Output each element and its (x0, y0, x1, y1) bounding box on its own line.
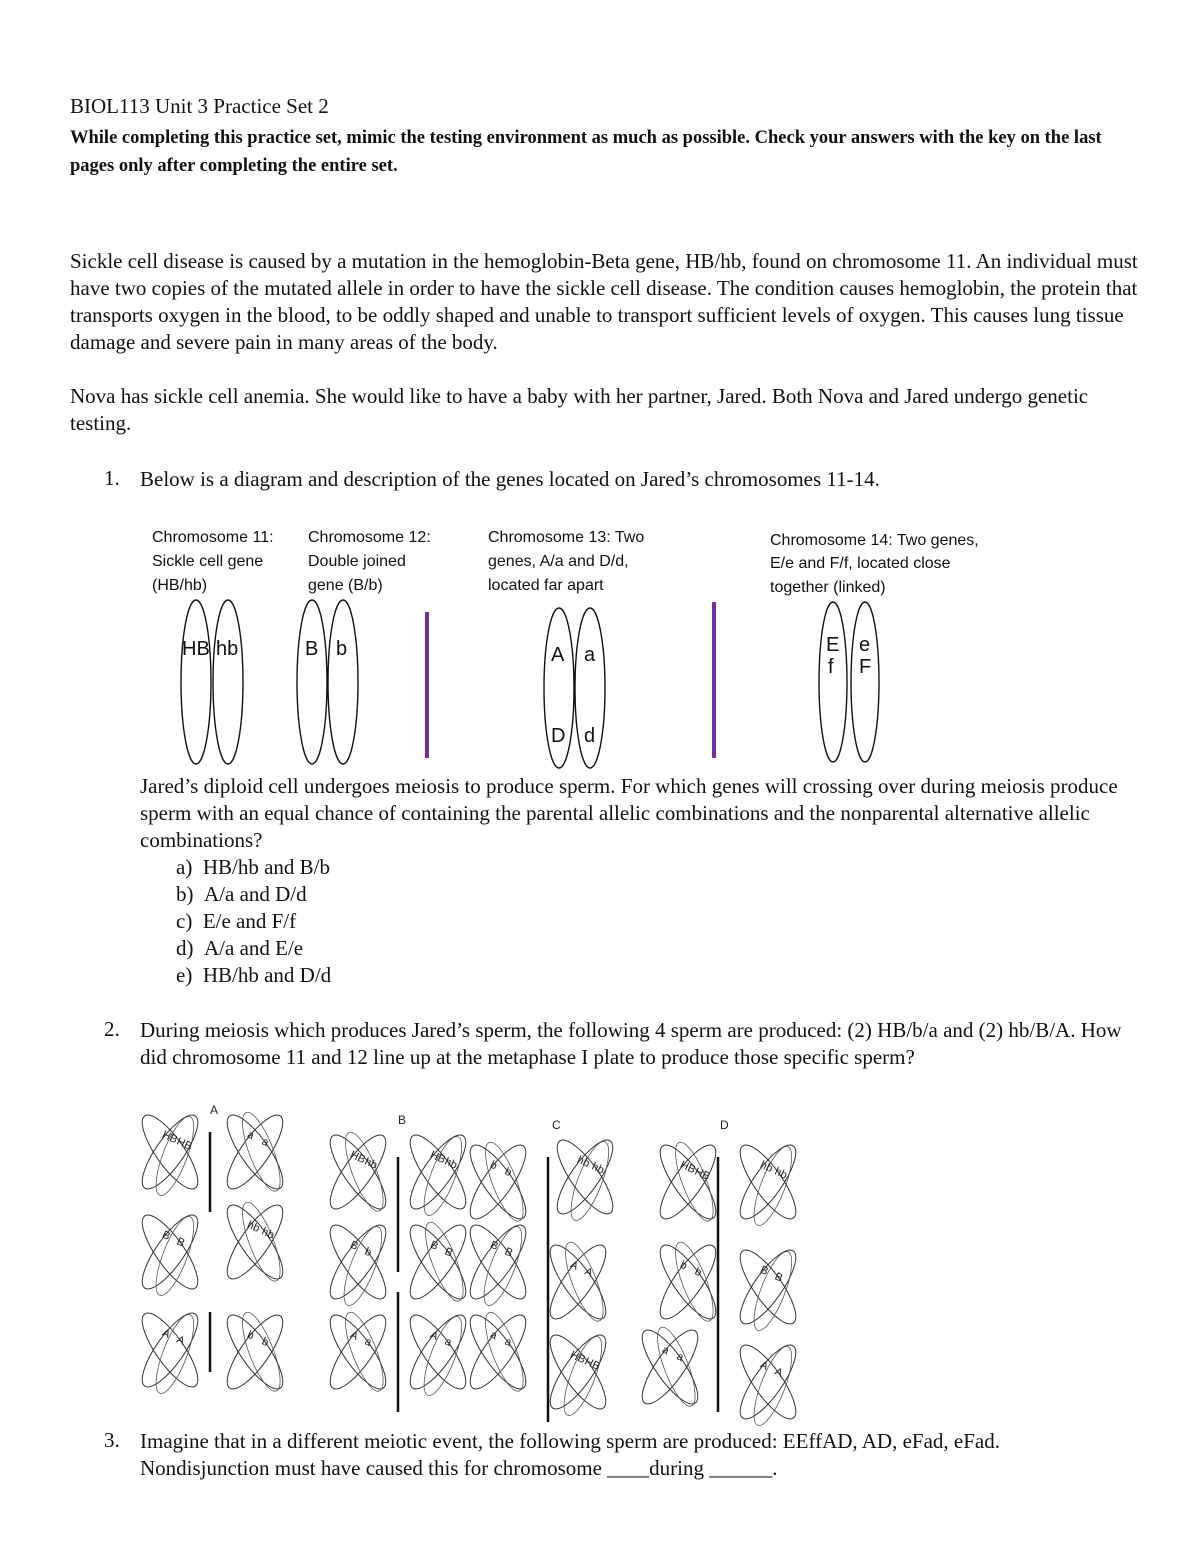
chromosome-pair-sketch (633, 1323, 706, 1411)
chr11-chromatid-right (213, 600, 243, 764)
sketch-allele-label: b (488, 1158, 499, 1173)
sketch-allele-label: HB (568, 1348, 588, 1367)
chromatid-sketch (321, 1218, 394, 1306)
chromatid-sketch (401, 1218, 474, 1306)
chr12-allele-right: b (336, 638, 348, 660)
sketch-allele-label: B (174, 1235, 187, 1250)
chr12-chromatid-left (297, 600, 327, 764)
sketch-allele-label: b (692, 1265, 704, 1280)
intro-paragraph-2: Nova has sickle cell anemia. She would like to have a baby with her partner, Jared. Both Nova and Jared undergo genetic testing. (70, 384, 1089, 435)
chromatid-sketch (418, 1218, 471, 1305)
sketch-allele-label: A (758, 1358, 770, 1373)
chr13-label-line3: located far apart (488, 577, 604, 594)
option-letter: c) (176, 909, 193, 933)
q1-option-a[interactable] (176, 854, 331, 881)
chromosome-pair-sketch (401, 1218, 474, 1306)
chromosome-pair-sketch (541, 1238, 614, 1326)
sketch-allele-label: a (660, 1343, 671, 1358)
chromatid-sketch (218, 1108, 291, 1196)
chromatid-sketch (558, 1238, 611, 1325)
chromatid-sketch (461, 1308, 534, 1396)
chromatid-sketch (731, 1338, 804, 1426)
chr14-group (770, 532, 979, 762)
sketch-allele-label: a (502, 1335, 514, 1350)
sketch-allele-label: A (568, 1258, 580, 1273)
sketch-allele-label: A (772, 1365, 785, 1380)
option-text: A/a and E/e (204, 936, 304, 960)
sketch-allele-label: b (678, 1258, 689, 1273)
chromosome-pair-sketch (140, 1208, 207, 1300)
chromatid-sketch (731, 1243, 804, 1331)
panel-letter-c[interactable]: C (552, 1118, 561, 1132)
chromatid-sketch (541, 1328, 614, 1416)
option-letter: d) (176, 936, 194, 960)
panel-letter-a[interactable]: A (210, 1103, 219, 1117)
chromatid-sketch (401, 1308, 474, 1396)
chromosome-pair-sketch (218, 1198, 291, 1286)
sketch-allele-label: hb (772, 1165, 789, 1182)
chromatid-sketch (140, 1108, 207, 1196)
q2-number: 2. (104, 1017, 120, 1041)
panel-letter-b[interactable]: B (398, 1113, 407, 1127)
chromatid-sketch (548, 1133, 621, 1221)
chromatid-sketch (731, 1338, 804, 1426)
sketch-allele-label: b (245, 1328, 256, 1343)
option-letter: b) (176, 882, 194, 906)
chromatid-sketch (338, 1128, 391, 1215)
sketch-allele-label: B (442, 1245, 455, 1260)
chromatid-sketch (650, 1323, 703, 1410)
chr14-label-line3: together (linked) (770, 579, 886, 596)
sketch-allele-label: HB (582, 1355, 602, 1373)
chr13-label-line1: Chromosome 13: Two (488, 529, 645, 546)
chromatid-sketch (461, 1138, 534, 1226)
chr12-label-line1: Chromosome 12: (308, 529, 431, 546)
sketch-allele-label: B (488, 1238, 500, 1253)
chromatid-sketch (140, 1306, 207, 1394)
chromosome-pair-sketch (321, 1128, 394, 1216)
chromatid-sketch (140, 1306, 207, 1394)
sketch-allele-label: B (160, 1228, 172, 1243)
chromosome-pair-sketch (731, 1338, 804, 1427)
sketch-allele-label: hb (758, 1158, 775, 1175)
q3-line2: Nondisjunction must have caused this for chromosome ____during ______. (140, 1456, 778, 1480)
q2-question: During meiosis which produces Jared’s sperm, the following 4 sperm are produced: (2) HB/b/a and (2) hb/B/A. How did chromosome 11 and 12 line up at the metaphase I plate to produce those specific sperm? (140, 1018, 1122, 1069)
chromosome-pair-sketch (731, 1243, 804, 1335)
chr13-allele-bottom-right: d (584, 725, 596, 747)
chr14-allele-top-left: E (826, 634, 840, 656)
sketch-allele-label: A (428, 1328, 440, 1343)
chromatid-sketch (478, 1138, 531, 1225)
sketch-allele-label: HB (678, 1158, 698, 1177)
chromatid-sketch (651, 1238, 724, 1326)
chromatid-sketch (633, 1323, 706, 1411)
sketch-allele-label: HB (160, 1128, 180, 1147)
chromatid-sketch (401, 1308, 474, 1396)
sketch-allele-label: hb (442, 1155, 459, 1172)
chromatid-sketch (731, 1243, 804, 1331)
q1-prompt: Below is a diagram and description of the genes located on Jared’s chromosomes 11-14. (140, 467, 880, 491)
sketch-allele-label: A (582, 1265, 595, 1280)
chromosome-pair-sketch (140, 1306, 207, 1398)
chr13-allele-top-left: A (551, 644, 565, 666)
chromosome-pair-sketch (548, 1133, 621, 1225)
chr13-allele-top-right: a (584, 644, 596, 666)
chr12-label-line2: Double joined (308, 553, 406, 570)
chromatid-sketch (321, 1218, 394, 1306)
chromatid-sketch (668, 1138, 721, 1225)
chr14-chromatid-left (819, 602, 847, 762)
sketch-allele-label: HB (692, 1165, 712, 1183)
chromatid-sketch (401, 1218, 474, 1306)
chromatid-sketch (731, 1138, 804, 1226)
chr11-label-line1: Chromosome 11: (152, 529, 274, 546)
chromatid-sketch (633, 1323, 706, 1411)
chr11-allele-left: HB (182, 638, 210, 660)
panel-letter-d[interactable]: D (720, 1118, 729, 1132)
chromatid-sketch (218, 1108, 291, 1196)
q1-option-c[interactable] (176, 908, 331, 935)
instructions-text: While completing this practice set, mimic the testing environment as much as possible. Check your answers with the key on the last pages only after completing the entire set. (70, 128, 1102, 176)
chromosome-pair-sketch (461, 1308, 534, 1396)
sketch-allele-label: b (362, 1245, 374, 1260)
chr12-chromatid-right (328, 600, 358, 764)
chromatid-sketch (401, 1128, 474, 1216)
page-title: BIOL113 Unit 3 Practice Set 2 (70, 94, 329, 118)
chromosome-pair-sketch (401, 1308, 474, 1400)
chromosome-pair-sketch (461, 1218, 534, 1310)
chromatid-sketch (651, 1238, 724, 1326)
chromatid-sketch (461, 1218, 534, 1306)
sketch-allele-label: B (428, 1238, 440, 1253)
sketch-allele-label: a (442, 1335, 454, 1350)
chromatid-sketch (321, 1128, 394, 1216)
sketch-allele-label: HB (174, 1135, 194, 1153)
sketch-allele-label: A (160, 1326, 172, 1341)
chromatid-sketch (548, 1133, 621, 1221)
sketch-allele-label: hb (259, 1225, 276, 1242)
chromatid-sketch (731, 1138, 804, 1226)
chromatid-sketch (235, 1198, 288, 1285)
sketch-allele-label: hb (575, 1153, 592, 1170)
chromatid-sketch (235, 1108, 288, 1195)
chromosome-pair-sketch (651, 1138, 724, 1226)
chromosome-pair-sketch (541, 1328, 614, 1420)
chr14-allele-bottom-right: F (859, 656, 872, 678)
sketch-allele-label: a (488, 1328, 499, 1343)
chromatid-sketch (235, 1308, 288, 1395)
chromosome-pair-sketch (321, 1218, 394, 1310)
chromatid-sketch (541, 1238, 614, 1326)
metaphase-options-figure (140, 1102, 820, 1427)
chromatid-sketch (321, 1308, 394, 1396)
chr14-label-line1: Chromosome 14: Two genes, (770, 532, 979, 549)
sketch-allele-label: B (502, 1245, 515, 1260)
q1-options (176, 854, 331, 989)
sketch-allele-label: a (362, 1335, 374, 1350)
chr14-label-line2: E/e and F/f, located close (770, 555, 951, 572)
chromosome-pair-sketch (321, 1308, 394, 1396)
chr11-label-line2: Sickle cell gene (152, 553, 264, 570)
chr14-allele-bottom-left: f (828, 656, 834, 678)
chr12-group (297, 529, 431, 764)
chromosome-pair-sketch (140, 1108, 207, 1200)
chromosome-pair-sketch (461, 1138, 534, 1226)
chr11-allele-right: hb (216, 638, 239, 660)
chr11-chromatid-left (181, 600, 211, 764)
chromatid-sketch (140, 1108, 207, 1196)
q1-option-e[interactable] (176, 962, 331, 989)
sketch-allele-label: hb (245, 1218, 262, 1235)
chromatid-sketch (218, 1308, 291, 1396)
option-letter: a) (176, 855, 193, 879)
chr14-allele-top-right: e (859, 634, 871, 656)
sketch-allele-label: B (348, 1238, 360, 1253)
sketch-allele-label: hb (589, 1160, 606, 1177)
option-text: HB/hb and B/b (202, 855, 330, 879)
chromatid-sketch (321, 1128, 394, 1216)
chromatid-sketch (668, 1238, 721, 1325)
sketch-allele-label: a (259, 1135, 271, 1150)
sketch-allele-label: B (758, 1263, 770, 1278)
chromatid-sketch (478, 1308, 531, 1395)
chromatid-sketch (461, 1308, 534, 1396)
chr13-label-line2: genes, A/a and D/d, (488, 553, 629, 570)
option-letter: e) (176, 963, 193, 987)
chromosome-pair-sketch (731, 1138, 804, 1230)
chr12-allele-left: B (305, 638, 319, 660)
sketch-allele-label: hb (362, 1155, 379, 1172)
sketch-allele-label: A (174, 1333, 187, 1348)
sketch-allele-label: b (502, 1165, 514, 1180)
chromosome-pair-sketch (218, 1308, 291, 1396)
chr12-label-line3: gene (B/b) (308, 577, 383, 594)
option-text: HB/hb and D/d (202, 963, 332, 987)
q1-question: Jared’s diploid cell undergoes meiosis to produce sperm. For which genes will crossing over during meiosis produce sperm with an equal chance of containing the parental allelic combinations and the nonparental alternative allelic combinations? (140, 774, 1118, 852)
q3-number: 3. (104, 1428, 120, 1452)
chromosome-pair-sketch (401, 1128, 474, 1220)
chromatid-sketch (338, 1308, 391, 1395)
chromatid-sketch (401, 1128, 474, 1216)
chr13-allele-bottom-left: D (551, 725, 566, 747)
chromosome-diagram (140, 520, 1020, 770)
chromatid-sketch (140, 1208, 207, 1296)
sketch-allele-label: a (245, 1128, 256, 1143)
chromosome-pair-sketch (651, 1238, 724, 1326)
q3-line1: Imagine that in a different meiotic event, the following sperm are produced: EEffAD, AD, eFad, eFad. (140, 1429, 1000, 1453)
chromatid-sketch (321, 1308, 394, 1396)
chromatid-sketch (218, 1308, 291, 1396)
chromatid-sketch (461, 1138, 534, 1226)
option-text: A/a and D/d (204, 882, 307, 906)
q1-option-b[interactable] (176, 881, 331, 908)
chr11-label-line3: (HB/hb) (152, 577, 208, 594)
chromatid-sketch (218, 1198, 291, 1286)
sketch-allele-label: a (674, 1350, 686, 1365)
chromatid-sketch (651, 1138, 724, 1226)
chromosome-pair-sketch (218, 1108, 291, 1196)
chr13-group (488, 529, 644, 768)
chromatid-sketch (140, 1208, 207, 1296)
chromatid-sketch (541, 1238, 614, 1326)
sketch-allele-label: HB (348, 1148, 368, 1167)
q1-number: 1. (104, 466, 120, 490)
sketch-allele-label: b (259, 1335, 271, 1350)
q1-option-d[interactable] (176, 935, 331, 962)
option-text: E/e and F/f (202, 909, 297, 933)
sketch-allele-label: HB (428, 1148, 448, 1167)
chromatid-sketch (651, 1138, 724, 1226)
sketch-allele-label: B (772, 1270, 785, 1285)
chr14-chromatid-right (851, 602, 879, 762)
intro-paragraph-1: Sickle cell disease is caused by a mutation in the hemoglobin-Beta gene, HB/hb, found on chromosome 11. An individual must have two copies of the mutated allele in order to have the sickle cell disease. The condition causes hemoglobin, the protein that transports oxygen in the blood, to be oddly shaped and unable to transport sufficient levels of oxygen. This causes lung tissue damage and severe pain in many areas of the body. (70, 249, 1138, 354)
chr11-group (152, 529, 274, 764)
chromatid-sketch (461, 1218, 534, 1306)
chromatid-sketch (218, 1198, 291, 1286)
sketch-allele-label: A (348, 1328, 360, 1343)
chromatid-sketch (541, 1328, 614, 1416)
